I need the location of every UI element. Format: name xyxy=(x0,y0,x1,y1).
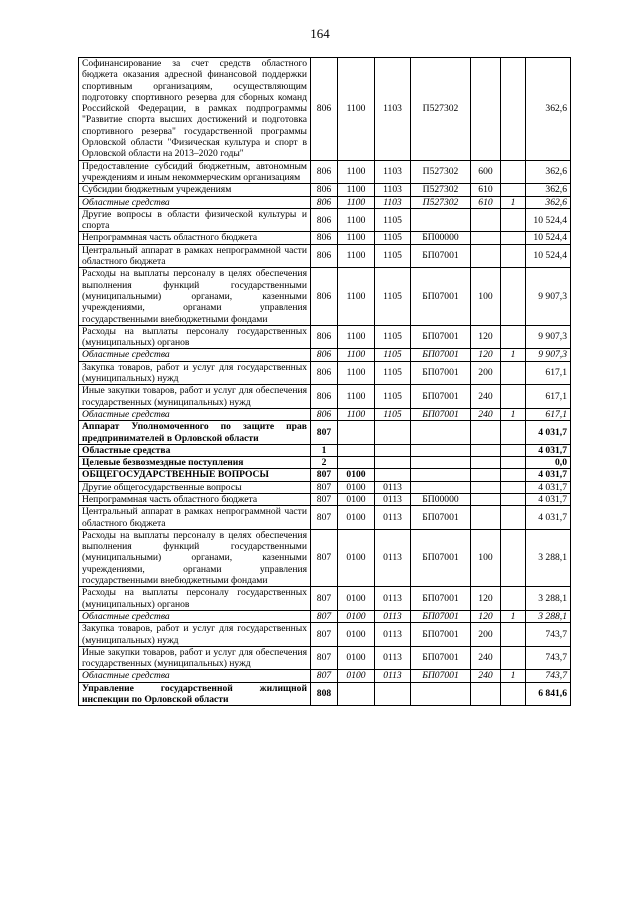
row-funding-source-cell xyxy=(501,457,526,469)
row-amount-cell: 3 288,1 xyxy=(526,610,571,622)
row-subsection-cell xyxy=(375,444,411,456)
row-funding-source-cell xyxy=(501,421,526,445)
row-target-article-cell: БП00000 xyxy=(411,493,471,505)
row-grbs-cell: 807 xyxy=(311,481,338,493)
table-row xyxy=(79,610,571,622)
row-target-article-cell: БП07001 xyxy=(411,587,471,611)
row-amount-cell: 3 288,1 xyxy=(526,587,571,611)
row-funding-source-cell xyxy=(501,529,526,586)
row-expense-type-cell: 240 xyxy=(471,646,501,670)
row-grbs-cell: 806 xyxy=(311,268,338,325)
row-grbs-cell: 806 xyxy=(311,208,338,232)
row-section-cell: 1100 xyxy=(338,361,375,385)
table-row xyxy=(79,670,571,682)
table-row xyxy=(79,349,571,361)
table-row xyxy=(79,208,571,232)
row-name-cell: Областные средства xyxy=(79,610,311,622)
row-amount-cell: 362,6 xyxy=(526,58,571,161)
row-amount-cell: 9 907,3 xyxy=(526,325,571,349)
row-name-cell: Областные средства xyxy=(79,196,311,208)
row-subsection-cell: 0113 xyxy=(375,529,411,586)
row-section-cell: 1100 xyxy=(338,232,375,244)
row-target-article-cell xyxy=(411,208,471,232)
row-funding-source-cell xyxy=(501,160,526,184)
table-row xyxy=(79,587,571,611)
row-amount-cell: 743,7 xyxy=(526,646,571,670)
row-section-cell: 1100 xyxy=(338,325,375,349)
table-row xyxy=(79,408,571,420)
row-amount-cell: 362,6 xyxy=(526,196,571,208)
row-name-cell: Софинансирование за счет средств областного бюджета оказания адресной финансовой поддержки спортивным организациям, осуществляющим подготовку спортивного резерва для сборных команд Российской Федерации, в рамках подпрограммы "Развитие спорта высших достижений и подготовка спортивного резерва" государственной программы Орловской области "Физическая культура и спорт в Орловской области на 2013–2020 годы" xyxy=(79,58,311,161)
row-grbs-cell: 806 xyxy=(311,325,338,349)
table-row xyxy=(79,232,571,244)
row-grbs-cell: 807 xyxy=(311,610,338,622)
table-row xyxy=(79,682,571,706)
table-row xyxy=(79,481,571,493)
page-number: 164 xyxy=(310,26,330,41)
row-funding-source-cell xyxy=(501,481,526,493)
row-section-cell: 0100 xyxy=(338,610,375,622)
budget-table-body xyxy=(79,58,571,706)
row-expense-type-cell xyxy=(471,244,501,268)
row-name-cell: Областные средства xyxy=(79,408,311,420)
row-section-cell: 1100 xyxy=(338,244,375,268)
row-funding-source-cell xyxy=(501,623,526,647)
table-row xyxy=(79,160,571,184)
row-target-article-cell xyxy=(411,421,471,445)
row-section-cell: 1100 xyxy=(338,349,375,361)
row-expense-type-cell xyxy=(471,481,501,493)
row-name-cell: Закупка товаров, работ и услуг для государственных (муниципальных) нужд xyxy=(79,623,311,647)
row-funding-source-cell xyxy=(501,58,526,161)
table-row xyxy=(79,469,571,481)
row-target-article-cell: БП07001 xyxy=(411,408,471,420)
row-section-cell: 0100 xyxy=(338,481,375,493)
row-section-cell: 0100 xyxy=(338,587,375,611)
row-expense-type-cell: 240 xyxy=(471,408,501,420)
table-row xyxy=(79,457,571,469)
row-name-cell: Расходы на выплаты персоналу в целях обеспечения выполнения функций государственными (муниципальными) органами, казенными учреждениями, органами управления государственными внебюджетными фондами xyxy=(79,529,311,586)
row-target-article-cell: П527302 xyxy=(411,184,471,196)
table-row xyxy=(79,361,571,385)
table-row xyxy=(79,268,571,325)
row-amount-cell: 4 031,7 xyxy=(526,493,571,505)
row-amount-cell: 617,1 xyxy=(526,385,571,409)
row-section-cell: 0100 xyxy=(338,506,375,530)
row-subsection-cell: 0113 xyxy=(375,670,411,682)
row-subsection-cell xyxy=(375,457,411,469)
row-name-cell: Расходы на выплаты персоналу государственных (муниципальных) органов xyxy=(79,587,311,611)
row-amount-cell: 617,1 xyxy=(526,408,571,420)
row-name-cell: Управление государственной жилищной инспекции по Орловской области xyxy=(79,682,311,706)
row-name-cell: Центральный аппарат в рамках непрограммной части областного бюджета xyxy=(79,506,311,530)
row-name-cell: Непрограммная часть областного бюджета xyxy=(79,493,311,505)
row-amount-cell: 9 907,3 xyxy=(526,349,571,361)
row-name-cell: Другие вопросы в области физической культуры и спорта xyxy=(79,208,311,232)
row-amount-cell: 10 524,4 xyxy=(526,244,571,268)
row-funding-source-cell xyxy=(501,493,526,505)
row-section-cell: 0100 xyxy=(338,469,375,481)
row-amount-cell: 4 031,7 xyxy=(526,481,571,493)
row-funding-source-cell xyxy=(501,682,526,706)
table-row xyxy=(79,444,571,456)
row-funding-source-cell: 1 xyxy=(501,349,526,361)
row-name-cell: Предоставление субсидий бюджетным, автономным учреждениям и иным некоммерческим организациям xyxy=(79,160,311,184)
row-grbs-cell: 806 xyxy=(311,58,338,161)
row-grbs-cell: 808 xyxy=(311,682,338,706)
row-amount-cell: 4 031,7 xyxy=(526,469,571,481)
row-grbs-cell: 807 xyxy=(311,529,338,586)
row-section-cell xyxy=(338,444,375,456)
row-name-cell: Непрограммная часть областного бюджета xyxy=(79,232,311,244)
row-section-cell xyxy=(338,682,375,706)
row-expense-type-cell: 120 xyxy=(471,349,501,361)
row-subsection-cell: 1105 xyxy=(375,244,411,268)
row-section-cell: 0100 xyxy=(338,670,375,682)
row-target-article-cell: БП07001 xyxy=(411,361,471,385)
row-grbs-cell: 807 xyxy=(311,506,338,530)
row-amount-cell: 3 288,1 xyxy=(526,529,571,586)
row-target-article-cell: БП07001 xyxy=(411,646,471,670)
row-grbs-cell: 807 xyxy=(311,623,338,647)
row-subsection-cell: 1105 xyxy=(375,408,411,420)
row-expense-type-cell: 610 xyxy=(471,184,501,196)
row-subsection-cell: 1105 xyxy=(375,361,411,385)
row-target-article-cell xyxy=(411,469,471,481)
table-row xyxy=(79,325,571,349)
row-expense-type-cell xyxy=(471,506,501,530)
row-funding-source-cell xyxy=(501,469,526,481)
row-section-cell: 1100 xyxy=(338,408,375,420)
row-amount-cell: 4 031,7 xyxy=(526,421,571,445)
row-grbs-cell: 1 xyxy=(311,444,338,456)
row-name-cell: Иные закупки товаров, работ и услуг для обеспечения государственных (муниципальных) нужд xyxy=(79,646,311,670)
row-grbs-cell: 806 xyxy=(311,408,338,420)
row-target-article-cell xyxy=(411,682,471,706)
row-grbs-cell: 807 xyxy=(311,469,338,481)
row-target-article-cell xyxy=(411,444,471,456)
table-row xyxy=(79,506,571,530)
row-name-cell: Областные средства xyxy=(79,444,311,456)
row-target-article-cell: П527302 xyxy=(411,160,471,184)
row-grbs-cell: 806 xyxy=(311,160,338,184)
row-funding-source-cell xyxy=(501,325,526,349)
row-name-cell: Иные закупки товаров, работ и услуг для обеспечения государственных (муниципальных) нужд xyxy=(79,385,311,409)
row-funding-source-cell: 1 xyxy=(501,670,526,682)
table-row xyxy=(79,58,571,161)
row-subsection-cell: 1105 xyxy=(375,385,411,409)
table-row xyxy=(79,623,571,647)
row-section-cell: 1100 xyxy=(338,385,375,409)
row-name-cell: Другие общегосударственные вопросы xyxy=(79,481,311,493)
row-subsection-cell: 1103 xyxy=(375,184,411,196)
row-funding-source-cell xyxy=(501,361,526,385)
row-funding-source-cell xyxy=(501,385,526,409)
row-section-cell xyxy=(338,457,375,469)
row-section-cell: 1100 xyxy=(338,58,375,161)
row-grbs-cell: 806 xyxy=(311,349,338,361)
row-name-cell: Аппарат Уполномоченного по защите прав предпринимателей в Орловской области xyxy=(79,421,311,445)
row-funding-source-cell xyxy=(501,587,526,611)
row-amount-cell: 9 907,3 xyxy=(526,268,571,325)
row-name-cell: Расходы на выплаты персоналу государственных (муниципальных) органов xyxy=(79,325,311,349)
row-subsection-cell: 0113 xyxy=(375,493,411,505)
row-grbs-cell: 807 xyxy=(311,493,338,505)
row-grbs-cell: 806 xyxy=(311,361,338,385)
row-section-cell: 1100 xyxy=(338,160,375,184)
row-grbs-cell: 807 xyxy=(311,587,338,611)
row-section-cell: 0100 xyxy=(338,529,375,586)
row-expense-type-cell xyxy=(471,493,501,505)
row-amount-cell: 362,6 xyxy=(526,184,571,196)
row-target-article-cell: БП00000 xyxy=(411,232,471,244)
row-expense-type-cell: 120 xyxy=(471,325,501,349)
row-grbs-cell: 806 xyxy=(311,385,338,409)
row-expense-type-cell xyxy=(471,444,501,456)
table-row xyxy=(79,385,571,409)
row-amount-cell: 4 031,7 xyxy=(526,444,571,456)
table-row xyxy=(79,196,571,208)
row-subsection-cell xyxy=(375,469,411,481)
row-amount-cell: 617,1 xyxy=(526,361,571,385)
row-section-cell: 0100 xyxy=(338,646,375,670)
row-name-cell: Центральный аппарат в рамках непрограммной части областного бюджета xyxy=(79,244,311,268)
row-expense-type-cell: 100 xyxy=(471,268,501,325)
row-name-cell: Субсидии бюджетным учреждениям xyxy=(79,184,311,196)
row-grbs-cell: 807 xyxy=(311,646,338,670)
row-subsection-cell xyxy=(375,421,411,445)
row-funding-source-cell: 1 xyxy=(501,196,526,208)
row-amount-cell: 362,6 xyxy=(526,160,571,184)
row-section-cell: 0100 xyxy=(338,493,375,505)
row-target-article-cell: БП07001 xyxy=(411,325,471,349)
row-target-article-cell: БП07001 xyxy=(411,610,471,622)
row-target-article-cell: БП07001 xyxy=(411,623,471,647)
row-target-article-cell: П527302 xyxy=(411,196,471,208)
row-subsection-cell: 0113 xyxy=(375,646,411,670)
row-expense-type-cell xyxy=(471,232,501,244)
row-expense-type-cell xyxy=(471,421,501,445)
row-subsection-cell xyxy=(375,682,411,706)
row-subsection-cell: 0113 xyxy=(375,506,411,530)
row-subsection-cell: 1103 xyxy=(375,160,411,184)
table-row xyxy=(79,244,571,268)
row-amount-cell: 6 841,6 xyxy=(526,682,571,706)
row-expense-type-cell xyxy=(471,58,501,161)
budget-table xyxy=(78,57,571,706)
row-target-article-cell: БП07001 xyxy=(411,349,471,361)
row-expense-type-cell: 200 xyxy=(471,623,501,647)
row-grbs-cell: 806 xyxy=(311,196,338,208)
row-grbs-cell: 807 xyxy=(311,421,338,445)
row-subsection-cell: 1103 xyxy=(375,58,411,161)
row-grbs-cell: 807 xyxy=(311,670,338,682)
row-subsection-cell: 0113 xyxy=(375,623,411,647)
row-name-cell: Областные средства xyxy=(79,349,311,361)
row-target-article-cell xyxy=(411,481,471,493)
row-amount-cell: 4 031,7 xyxy=(526,506,571,530)
table-row xyxy=(79,493,571,505)
row-grbs-cell: 806 xyxy=(311,184,338,196)
row-section-cell: 1100 xyxy=(338,208,375,232)
row-expense-type-cell: 600 xyxy=(471,160,501,184)
row-grbs-cell: 806 xyxy=(311,244,338,268)
row-amount-cell: 10 524,4 xyxy=(526,232,571,244)
row-target-article-cell: БП07001 xyxy=(411,385,471,409)
row-name-cell: Закупка товаров, работ и услуг для государственных (муниципальных) нужд xyxy=(79,361,311,385)
row-expense-type-cell: 100 xyxy=(471,529,501,586)
row-subsection-cell: 1105 xyxy=(375,349,411,361)
row-grbs-cell: 806 xyxy=(311,232,338,244)
row-funding-source-cell xyxy=(501,506,526,530)
row-target-article-cell xyxy=(411,457,471,469)
row-funding-source-cell xyxy=(501,444,526,456)
row-expense-type-cell: 610 xyxy=(471,196,501,208)
row-name-cell: Целевые безвозмездные поступления xyxy=(79,457,311,469)
row-funding-source-cell xyxy=(501,646,526,670)
row-section-cell: 1100 xyxy=(338,196,375,208)
row-target-article-cell: БП07001 xyxy=(411,506,471,530)
table-row xyxy=(79,184,571,196)
row-expense-type-cell: 240 xyxy=(471,385,501,409)
row-section-cell: 1100 xyxy=(338,268,375,325)
row-target-article-cell: П527302 xyxy=(411,58,471,161)
row-funding-source-cell xyxy=(501,232,526,244)
row-target-article-cell: БП07001 xyxy=(411,529,471,586)
table-row xyxy=(79,529,571,586)
row-subsection-cell: 1105 xyxy=(375,208,411,232)
row-expense-type-cell: 200 xyxy=(471,361,501,385)
row-grbs-cell: 2 xyxy=(311,457,338,469)
row-section-cell: 0100 xyxy=(338,623,375,647)
row-subsection-cell: 1105 xyxy=(375,268,411,325)
row-amount-cell: 743,7 xyxy=(526,623,571,647)
row-target-article-cell: БП07001 xyxy=(411,268,471,325)
row-name-cell: Областные средства xyxy=(79,670,311,682)
row-subsection-cell: 1105 xyxy=(375,325,411,349)
row-expense-type-cell: 120 xyxy=(471,610,501,622)
row-subsection-cell: 1103 xyxy=(375,196,411,208)
row-amount-cell: 0,0 xyxy=(526,457,571,469)
row-expense-type-cell xyxy=(471,457,501,469)
row-subsection-cell: 0113 xyxy=(375,610,411,622)
table-row xyxy=(79,421,571,445)
row-expense-type-cell xyxy=(471,208,501,232)
table-row xyxy=(79,646,571,670)
row-funding-source-cell xyxy=(501,208,526,232)
row-target-article-cell: БП07001 xyxy=(411,670,471,682)
row-expense-type-cell xyxy=(471,469,501,481)
row-funding-source-cell xyxy=(501,184,526,196)
row-name-cell: ОБЩЕГОСУДАРСТВЕННЫЕ ВОПРОСЫ xyxy=(79,469,311,481)
row-subsection-cell: 0113 xyxy=(375,587,411,611)
row-expense-type-cell xyxy=(471,682,501,706)
row-expense-type-cell: 240 xyxy=(471,670,501,682)
row-amount-cell: 743,7 xyxy=(526,670,571,682)
row-funding-source-cell: 1 xyxy=(501,408,526,420)
row-name-cell: Расходы на выплаты персоналу в целях обеспечения выполнения функций государственными (муниципальными) органами, казенными учреждениями, органами управления государственными внебюджетными фондами xyxy=(79,268,311,325)
row-funding-source-cell: 1 xyxy=(501,610,526,622)
row-target-article-cell: БП07001 xyxy=(411,244,471,268)
row-expense-type-cell: 120 xyxy=(471,587,501,611)
row-subsection-cell: 0113 xyxy=(375,481,411,493)
row-funding-source-cell xyxy=(501,244,526,268)
row-section-cell xyxy=(338,421,375,445)
row-subsection-cell: 1105 xyxy=(375,232,411,244)
row-funding-source-cell xyxy=(501,268,526,325)
row-section-cell: 1100 xyxy=(338,184,375,196)
row-amount-cell: 10 524,4 xyxy=(526,208,571,232)
